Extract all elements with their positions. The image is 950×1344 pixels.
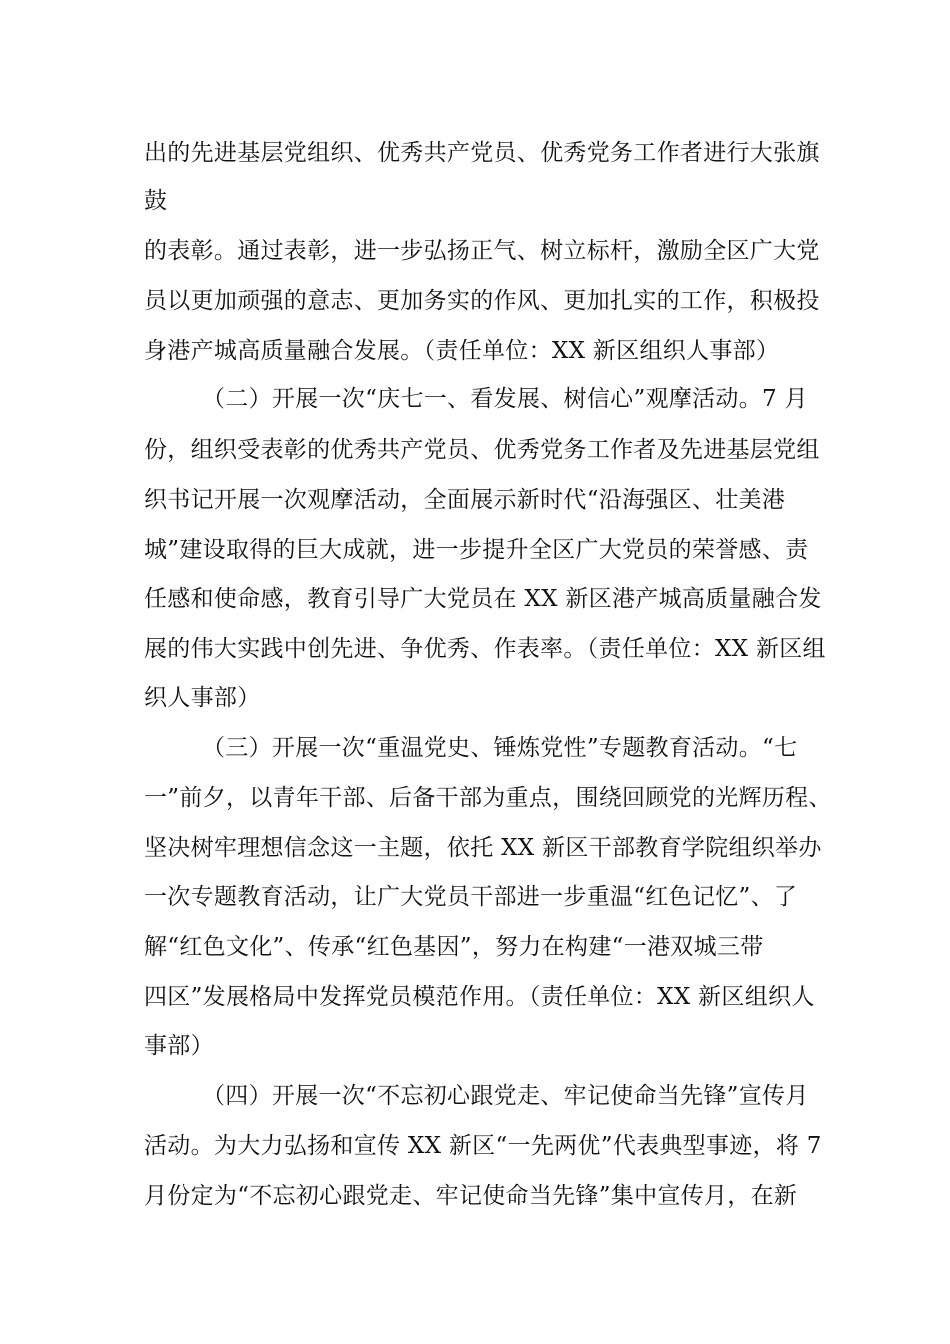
text-line-17: 解“红色文化”、传承“红色基因”，努力在构建“一港双城三带 (144, 934, 764, 960)
text-line-7: 份，组织受表彰的优秀共产党员、优秀党务工作者及先进基层党组 (144, 437, 820, 463)
text-line-14: 一”前夕，以青年干部、后备干部为重点，围绕回顾党的光辉历程、 (144, 785, 832, 811)
text-line-16: 一次专题教育活动，让广大党员干部进一步重温“红色记忆”、了 (144, 884, 798, 910)
text-line-3: 的表彰。通过表彰，进一步弘扬正气、树立标杆，激励全区广大党 (144, 238, 820, 264)
text-line-2: 鼓 (144, 188, 168, 214)
text-line-22: 月份定为“不忘初心跟党走、牢记使命当先锋”集中宣传月，在新 (144, 1183, 798, 1209)
paragraph-4-heading: （四）开展一次“不忘初心跟党走、牢记使命当先锋”宣传月 (202, 1083, 809, 1109)
text-line-19: 事部） (144, 1033, 214, 1059)
text-line-5: 身港产城高质量融合发展。（责任单位：XX 新区组织人事部） (144, 338, 780, 364)
text-line-11: 展的伟大实践中创先进、争优秀、作表率。（责任单位：XX 新区组 (144, 636, 826, 662)
text-line-18: 四区”发展格局中发挥党员模范作用。（责任单位：XX 新区组织人 (144, 984, 815, 1010)
paragraph-2-heading: （二）开展一次“庆七一、看发展、树信心”观摩活动。7 月 (202, 386, 808, 412)
text-line-15: 坚决树牢理想信念这一主题，依托 XX 新区干部教育学院组织举办 (144, 835, 822, 861)
text-line-4: 员以更加顽强的意志、更加务实的作风、更加扎实的工作，积极投 (144, 288, 820, 314)
text-line-12: 织人事部） (144, 685, 261, 711)
text-line-8: 织书记开展一次观摩活动，全面展示新时代“沿海强区、壮美港 (144, 487, 786, 513)
text-line-10: 任感和使命感，教育引导广大党员在 XX 新区港产城高质量融合发 (144, 586, 822, 612)
paragraph-3-heading: （三）开展一次“重温党史、锤炼党性”专题教育活动。“七 (202, 735, 798, 761)
text-line-1: 出的先进基层党组织、优秀共产党员、优秀党务工作者进行大张旗 (144, 140, 820, 166)
text-line-21: 活动。为大力弘扬和宣传 XX 新区“一先两优”代表典型事迹，将 7 (144, 1133, 822, 1159)
text-line-9: 城”建设取得的巨大成就，进一步提升全区广大党员的荣誉感、责 (144, 537, 809, 563)
